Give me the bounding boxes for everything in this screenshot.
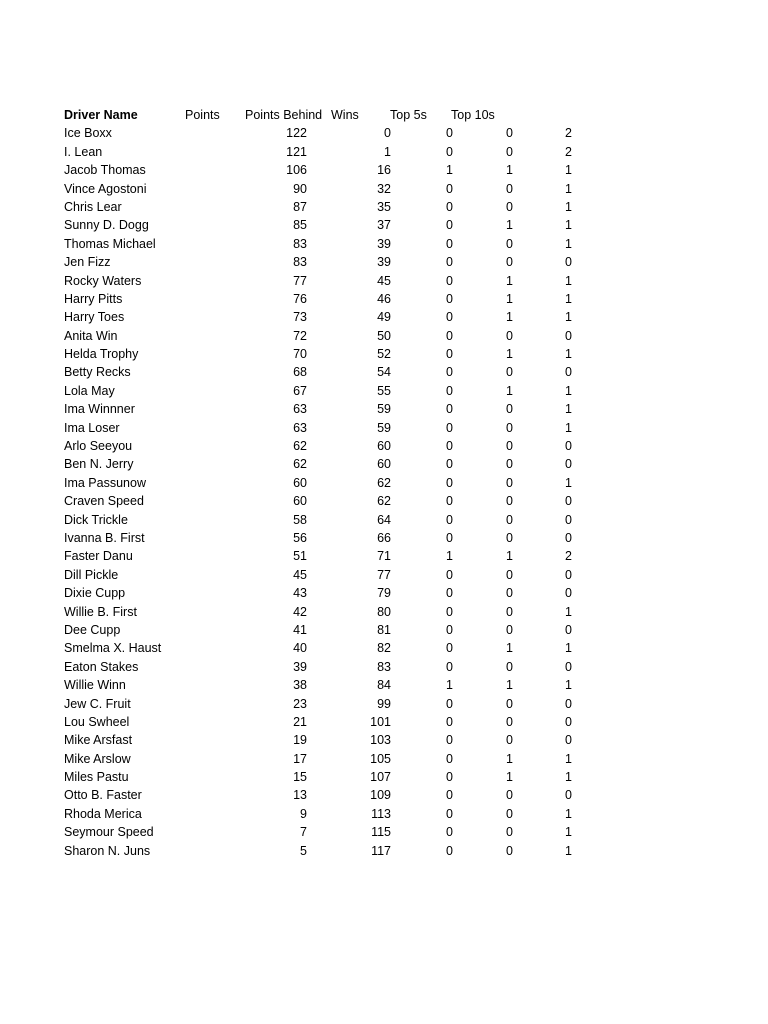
top5s-cell: 0 [506, 181, 513, 196]
driver-name-cell: Faster Danu [64, 549, 133, 564]
top5s-cell: 1 [506, 383, 513, 398]
table-row [64, 823, 572, 841]
points-cell: 15 [293, 770, 307, 785]
points-behind-cell: 45 [377, 273, 391, 288]
wins-cell: 0 [446, 402, 453, 417]
driver-name-cell: Dill Pickle [64, 567, 119, 582]
wins-cell: 0 [446, 512, 453, 527]
points-cell: 72 [293, 328, 307, 343]
driver-name-cell: Dick Trickle [64, 512, 128, 527]
driver-name-cell: Thomas Michael [64, 236, 156, 251]
wins-cell: 0 [446, 770, 453, 785]
driver-name-cell: I. Lean [64, 144, 103, 159]
table-row [64, 345, 572, 363]
driver-name-cell: Anita Win [64, 328, 118, 343]
wins-cell: 0 [446, 604, 453, 619]
top10s-cell: 0 [565, 457, 572, 472]
wins-cell: 0 [446, 291, 453, 306]
table-row [64, 731, 572, 749]
top5s-cell: 0 [506, 144, 513, 159]
driver-name-cell: Dixie Cupp [64, 586, 126, 601]
table-row [64, 327, 572, 345]
wins-cell: 0 [446, 843, 453, 858]
driver-name-cell: Jacob Thomas [64, 163, 146, 178]
points-behind-cell: 64 [377, 512, 391, 527]
header-driver-name: Driver Name [64, 108, 138, 122]
top5s-cell: 0 [506, 512, 513, 527]
wins-cell: 0 [446, 420, 453, 435]
top5s-cell: 1 [506, 549, 513, 564]
driver-name-cell: Ima Loser [64, 420, 120, 435]
top5s-cell: 0 [506, 733, 513, 748]
points-cell: 63 [293, 402, 307, 417]
top5s-cell: 0 [506, 622, 513, 637]
top5s-cell: 1 [506, 291, 513, 306]
top10s-cell: 2 [565, 126, 572, 141]
points-behind-cell: 46 [377, 291, 391, 306]
top10s-cell: 0 [565, 494, 572, 509]
points-cell: 9 [300, 806, 307, 821]
points-cell: 68 [293, 365, 307, 380]
wins-cell: 0 [446, 530, 453, 545]
top10s-cell: 1 [565, 383, 572, 398]
top5s-cell: 0 [506, 530, 513, 545]
points-behind-cell: 81 [377, 622, 391, 637]
top5s-cell: 0 [506, 328, 513, 343]
wins-cell: 0 [446, 494, 453, 509]
table-row [64, 713, 572, 731]
top5s-cell: 0 [506, 494, 513, 509]
top10s-cell: 1 [565, 310, 572, 325]
points-cell: 60 [293, 475, 307, 490]
points-behind-cell: 115 [371, 825, 391, 840]
driver-name-cell: Willie Winn [64, 678, 126, 693]
points-cell: 23 [293, 696, 307, 711]
points-behind-cell: 62 [377, 494, 391, 509]
table-row [64, 308, 572, 326]
top10s-cell: 1 [565, 604, 572, 619]
wins-cell: 0 [446, 733, 453, 748]
top10s-cell: 0 [565, 788, 572, 803]
points-cell: 5 [300, 843, 307, 858]
points-behind-cell: 62 [377, 475, 391, 490]
top5s-cell: 0 [506, 402, 513, 417]
top10s-cell: 1 [565, 770, 572, 785]
table-row [64, 382, 572, 400]
points-cell: 41 [293, 622, 307, 637]
table-row [64, 474, 572, 492]
points-behind-cell: 82 [377, 641, 391, 656]
top10s-cell: 0 [565, 659, 572, 674]
points-cell: 13 [293, 788, 307, 803]
driver-name-cell: Rhoda Merica [64, 806, 142, 821]
table-row [64, 786, 572, 804]
top10s-cell: 1 [565, 678, 572, 693]
table-row [64, 180, 572, 198]
driver-name-cell: Lou Swheel [64, 714, 130, 729]
driver-name-cell: Harry Pitts [64, 291, 123, 306]
points-behind-cell: 59 [377, 420, 391, 435]
points-behind-cell: 79 [377, 586, 391, 601]
points-cell: 62 [293, 439, 307, 454]
top10s-cell: 0 [565, 365, 572, 380]
driver-name-cell: Mike Arslow [64, 751, 131, 766]
points-cell: 58 [293, 512, 307, 527]
points-cell: 17 [293, 751, 307, 766]
driver-name-cell: Lola May [64, 383, 115, 398]
top10s-cell: 1 [565, 347, 572, 362]
top10s-cell: 1 [565, 475, 572, 490]
top10s-cell: 1 [565, 236, 572, 251]
table-row [64, 639, 572, 657]
points-behind-cell: 80 [377, 604, 391, 619]
table-body [64, 124, 572, 860]
top5s-cell: 0 [506, 457, 513, 472]
points-behind-cell: 103 [370, 733, 391, 748]
wins-cell: 0 [446, 641, 453, 656]
driver-name-cell: Craven Speed [64, 494, 144, 509]
points-behind-cell: 105 [370, 751, 391, 766]
table-row [64, 603, 572, 621]
wins-cell: 0 [446, 255, 453, 270]
table-row [64, 621, 572, 639]
table-row [64, 805, 572, 823]
points-cell: 70 [293, 347, 307, 362]
driver-name-cell: Ben N. Jerry [64, 457, 134, 472]
top5s-cell: 0 [506, 420, 513, 435]
top5s-cell: 1 [506, 678, 513, 693]
table-row [64, 143, 572, 161]
top5s-cell: 1 [506, 641, 513, 656]
points-behind-cell: 117 [371, 843, 391, 858]
driver-name-cell: Ivanna B. First [64, 530, 145, 545]
top10s-cell: 0 [565, 586, 572, 601]
driver-name-cell: Rocky Waters [64, 273, 142, 288]
table-row [64, 658, 572, 676]
points-behind-cell: 32 [377, 181, 391, 196]
points-behind-cell: 83 [377, 659, 391, 674]
top10s-cell: 1 [565, 825, 572, 840]
top10s-cell: 0 [565, 696, 572, 711]
wins-cell: 0 [446, 310, 453, 325]
table-row [64, 547, 572, 565]
points-behind-cell: 113 [371, 806, 391, 821]
driver-name-cell: Betty Recks [64, 365, 131, 380]
table-row [64, 492, 572, 510]
top5s-cell: 0 [506, 567, 513, 582]
points-cell: 7 [300, 825, 307, 840]
top5s-cell: 1 [506, 347, 513, 362]
table-row [64, 676, 572, 694]
top5s-cell: 0 [506, 788, 513, 803]
header-top10s: Top 10s [451, 108, 495, 122]
top5s-cell: 0 [506, 126, 513, 141]
points-cell: 19 [293, 733, 307, 748]
points-behind-cell: 71 [377, 549, 391, 564]
points-behind-cell: 55 [377, 383, 391, 398]
wins-cell: 1 [446, 678, 453, 693]
top5s-cell: 0 [506, 236, 513, 251]
driver-name-cell: Seymour Speed [64, 825, 154, 840]
top10s-cell: 0 [565, 328, 572, 343]
points-behind-cell: 99 [377, 696, 391, 711]
points-behind-cell: 39 [377, 236, 391, 251]
points-cell: 122 [286, 126, 307, 141]
wins-cell: 0 [446, 622, 453, 637]
points-cell: 106 [286, 163, 307, 178]
wins-cell: 0 [446, 439, 453, 454]
header-wins: Wins [331, 108, 359, 122]
wins-cell: 0 [446, 383, 453, 398]
table-row [64, 235, 572, 253]
table-row [64, 511, 572, 529]
points-behind-cell: 101 [370, 714, 391, 729]
top10s-cell: 1 [565, 843, 572, 858]
top5s-cell: 0 [506, 439, 513, 454]
points-cell: 39 [293, 659, 307, 674]
wins-cell: 0 [446, 328, 453, 343]
points-behind-cell: 54 [377, 365, 391, 380]
top5s-cell: 0 [506, 586, 513, 601]
wins-cell: 1 [446, 549, 453, 564]
points-cell: 121 [286, 144, 307, 159]
driver-name-cell: Mike Arsfast [64, 733, 133, 748]
points-behind-cell: 35 [377, 199, 391, 214]
points-cell: 90 [293, 181, 307, 196]
points-cell: 40 [293, 641, 307, 656]
top10s-cell: 1 [565, 751, 572, 766]
driver-name-cell: Ice Boxx [64, 126, 112, 141]
wins-cell: 0 [446, 144, 453, 159]
table-row [64, 437, 572, 455]
top5s-cell: 0 [506, 843, 513, 858]
top5s-cell: 0 [506, 825, 513, 840]
top10s-cell: 0 [565, 255, 572, 270]
driver-name-cell: Miles Pastu [64, 770, 129, 785]
points-cell: 51 [293, 549, 307, 564]
top10s-cell: 2 [565, 144, 572, 159]
table-row [64, 695, 572, 713]
table-row [64, 419, 572, 437]
points-cell: 38 [293, 678, 307, 693]
wins-cell: 0 [446, 236, 453, 251]
table-row [64, 400, 572, 418]
table-row [64, 842, 572, 860]
points-cell: 83 [293, 255, 307, 270]
wins-cell: 0 [446, 696, 453, 711]
points-cell: 83 [293, 236, 307, 251]
points-behind-cell: 60 [377, 439, 391, 454]
header-top5s: Top 5s [390, 108, 427, 122]
top10s-cell: 1 [565, 218, 572, 233]
table-row [64, 529, 572, 547]
standings-table [64, 106, 572, 860]
top10s-cell: 1 [565, 420, 572, 435]
top5s-cell: 0 [506, 659, 513, 674]
wins-cell: 0 [446, 273, 453, 288]
wins-cell: 0 [446, 751, 453, 766]
top10s-cell: 0 [565, 530, 572, 545]
points-behind-cell: 37 [377, 218, 391, 233]
points-behind-cell: 16 [377, 163, 391, 178]
top5s-cell: 0 [506, 199, 513, 214]
table-row [64, 584, 572, 602]
wins-cell: 0 [446, 181, 453, 196]
top10s-cell: 1 [565, 163, 572, 178]
table-row [64, 363, 572, 381]
table-row [64, 455, 572, 473]
driver-name-cell: Jen Fizz [64, 255, 111, 270]
wins-cell: 0 [446, 475, 453, 490]
top10s-cell: 1 [565, 181, 572, 196]
driver-name-cell: Smelma X. Haust [64, 641, 162, 656]
top10s-cell: 1 [565, 641, 572, 656]
points-behind-cell: 77 [377, 567, 391, 582]
points-behind-cell: 50 [377, 328, 391, 343]
table-row [64, 290, 572, 308]
top10s-cell: 1 [565, 806, 572, 821]
table-row [64, 161, 572, 179]
top10s-cell: 2 [565, 549, 572, 564]
points-cell: 21 [293, 714, 307, 729]
points-cell: 63 [293, 420, 307, 435]
top10s-cell: 1 [565, 291, 572, 306]
top5s-cell: 0 [506, 714, 513, 729]
points-cell: 67 [293, 383, 307, 398]
points-behind-cell: 52 [377, 347, 391, 362]
top5s-cell: 1 [506, 751, 513, 766]
top5s-cell: 0 [506, 475, 513, 490]
wins-cell: 0 [446, 218, 453, 233]
top10s-cell: 0 [565, 714, 572, 729]
wins-cell: 0 [446, 714, 453, 729]
top10s-cell: 0 [565, 439, 572, 454]
top5s-cell: 0 [506, 365, 513, 380]
points-behind-cell: 39 [377, 255, 391, 270]
points-cell: 56 [293, 530, 307, 545]
points-behind-cell: 59 [377, 402, 391, 417]
top5s-cell: 0 [506, 604, 513, 619]
driver-name-cell: Helda Trophy [64, 347, 139, 362]
table-row [64, 750, 572, 768]
driver-name-cell: Dee Cupp [64, 622, 121, 637]
points-cell: 85 [293, 218, 307, 233]
wins-cell: 0 [446, 347, 453, 362]
points-cell: 45 [293, 567, 307, 582]
points-behind-cell: 66 [377, 530, 391, 545]
points-cell: 73 [293, 310, 307, 325]
top5s-cell: 0 [506, 255, 513, 270]
points-cell: 62 [293, 457, 307, 472]
points-cell: 43 [293, 586, 307, 601]
points-cell: 87 [293, 199, 307, 214]
wins-cell: 0 [446, 788, 453, 803]
points-cell: 60 [293, 494, 307, 509]
top5s-cell: 1 [506, 770, 513, 785]
points-cell: 42 [293, 604, 307, 619]
top5s-cell: 1 [506, 218, 513, 233]
points-behind-cell: 60 [377, 457, 391, 472]
top10s-cell: 0 [565, 567, 572, 582]
table-header-row [64, 106, 524, 124]
wins-cell: 0 [446, 457, 453, 472]
top10s-cell: 0 [565, 622, 572, 637]
table-row [64, 566, 572, 584]
top10s-cell: 1 [565, 199, 572, 214]
driver-name-cell: Willie B. First [64, 604, 137, 619]
points-behind-cell: 84 [377, 678, 391, 693]
driver-name-cell: Otto B. Faster [64, 788, 142, 803]
points-cell: 77 [293, 273, 307, 288]
wins-cell: 0 [446, 825, 453, 840]
table-row [64, 253, 572, 271]
driver-name-cell: Ima Passunow [64, 475, 146, 490]
points-behind-cell: 109 [370, 788, 391, 803]
wins-cell: 1 [446, 163, 453, 178]
header-points: Points [185, 108, 220, 122]
driver-name-cell: Sharon N. Juns [64, 843, 151, 858]
table-row [64, 216, 572, 234]
table-row [64, 768, 572, 786]
driver-name-cell: Jew C. Fruit [64, 696, 131, 711]
top5s-cell: 1 [506, 163, 513, 178]
top5s-cell: 0 [506, 696, 513, 711]
top5s-cell: 1 [506, 273, 513, 288]
points-behind-cell: 49 [377, 310, 391, 325]
top5s-cell: 0 [506, 806, 513, 821]
top10s-cell: 0 [565, 512, 572, 527]
wins-cell: 0 [446, 586, 453, 601]
driver-name-cell: Chris Lear [64, 199, 122, 214]
top5s-cell: 1 [506, 310, 513, 325]
wins-cell: 0 [446, 126, 453, 141]
points-behind-cell: 1 [384, 144, 391, 159]
top10s-cell: 1 [565, 273, 572, 288]
top10s-cell: 0 [565, 733, 572, 748]
wins-cell: 0 [446, 806, 453, 821]
wins-cell: 0 [446, 567, 453, 582]
wins-cell: 0 [446, 199, 453, 214]
driver-name-cell: Eaton Stakes [64, 659, 139, 674]
driver-name-cell: Vince Agostoni [64, 181, 147, 196]
top10s-cell: 1 [565, 402, 572, 417]
points-behind-cell: 107 [370, 770, 391, 785]
wins-cell: 0 [446, 659, 453, 674]
table-row [64, 198, 572, 216]
header-points-behind: Points Behind [245, 108, 323, 122]
points-behind-cell: 0 [384, 126, 391, 141]
driver-name-cell: Ima Winnner [64, 402, 135, 417]
table-row [64, 272, 572, 290]
points-cell: 76 [293, 291, 307, 306]
driver-name-cell: Harry Toes [64, 310, 125, 325]
wins-cell: 0 [446, 365, 453, 380]
driver-name-cell: Sunny D. Dogg [64, 218, 149, 233]
driver-name-cell: Arlo Seeyou [64, 439, 133, 454]
table-row [64, 124, 572, 142]
